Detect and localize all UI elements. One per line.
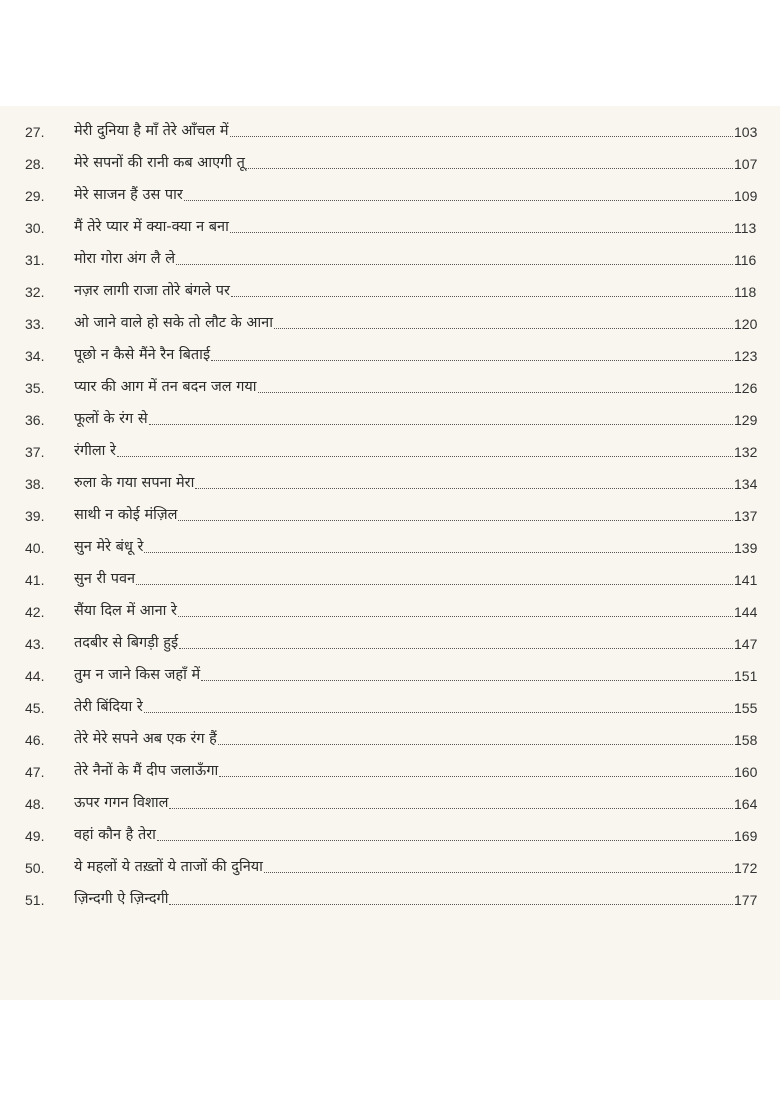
entry-page-number: 116 [734, 252, 757, 268]
dot-leader [231, 296, 733, 297]
dot-leader [179, 648, 733, 649]
entry-page-number: 147 [734, 636, 758, 652]
entry-number: 43. [25, 636, 45, 652]
entry-number: 27. [25, 124, 45, 140]
entry-title: तेरे मेरे सपने अब एक रंग हैं [74, 731, 217, 747]
entry-page-number: 158 [734, 732, 758, 748]
toc-entry [0, 463, 780, 495]
dot-leader [258, 392, 733, 393]
entry-page-number: 177 [734, 892, 758, 908]
entry-title: वहां कौन है तेरा [74, 827, 156, 843]
toc-entry [0, 527, 780, 559]
toc-entry [0, 399, 780, 431]
entry-number: 44. [25, 668, 45, 684]
entry-title: रुला के गया सपना मेरा [74, 475, 195, 491]
entry-page-number: 160 [734, 764, 758, 780]
entry-title: ज़िन्दगी ऐ ज़िन्दगी [74, 891, 169, 907]
entry-page-number: 129 [734, 412, 758, 428]
toc-entry [0, 623, 780, 655]
dot-leader [117, 456, 733, 457]
toc-entry [0, 559, 780, 591]
entry-title: नज़र लागी राजा तोरे बंगले पर [74, 283, 230, 299]
table-of-contents [0, 111, 780, 911]
entry-number: 51. [25, 892, 45, 908]
toc-entry [0, 431, 780, 463]
entry-page-number: 109 [734, 188, 758, 204]
entry-page-number: 118 [734, 284, 757, 300]
entry-title: साथी न कोई मंज़िल [74, 507, 178, 523]
entry-title: रंगीला रे [74, 443, 116, 459]
toc-entry [0, 111, 780, 143]
entry-page-number: 120 [734, 316, 758, 332]
dot-leader [184, 200, 733, 201]
entry-number: 34. [25, 348, 45, 364]
toc-entry [0, 687, 780, 719]
entry-number: 46. [25, 732, 45, 748]
entry-number: 47. [25, 764, 45, 780]
entry-page-number: 123 [734, 348, 758, 364]
entry-page-number: 172 [734, 860, 758, 876]
entry-number: 38. [25, 476, 45, 492]
toc-entry [0, 719, 780, 751]
dot-leader [176, 264, 733, 265]
entry-number: 41. [25, 572, 45, 588]
entry-number: 33. [25, 316, 45, 332]
entry-title: मोरा गोरा अंग लै ले [74, 251, 176, 267]
entry-number: 28. [25, 156, 45, 172]
entry-page-number: 132 [734, 444, 758, 460]
toc-entry [0, 815, 780, 847]
dot-leader [169, 904, 733, 905]
entry-page-number: 155 [734, 700, 758, 716]
dot-leader [219, 776, 733, 777]
entry-title: सैंया दिल में आना रे [74, 603, 177, 619]
dot-leader [136, 584, 733, 585]
entry-number: 37. [25, 444, 45, 460]
toc-entry [0, 367, 780, 399]
entry-number: 42. [25, 604, 45, 620]
entry-title: प्यार की आग में तन बदन जल गया [74, 379, 257, 395]
entry-number: 40. [25, 540, 45, 556]
toc-entry [0, 175, 780, 207]
toc-entry [0, 655, 780, 687]
dot-leader [149, 424, 733, 425]
dot-leader [178, 616, 733, 617]
entry-title: मेरे साजन हैं उस पार [74, 187, 183, 203]
book-page [0, 106, 780, 1000]
toc-entry [0, 751, 780, 783]
entry-number: 45. [25, 700, 45, 716]
dot-leader [144, 712, 733, 713]
entry-title: पूछो न कैसे मैंने रैन बिताई [74, 347, 211, 363]
entry-number: 49. [25, 828, 45, 844]
dot-leader [218, 744, 733, 745]
entry-page-number: 151 [734, 668, 758, 684]
toc-entry [0, 591, 780, 623]
entry-number: 35. [25, 380, 45, 396]
toc-entry [0, 847, 780, 879]
entry-number: 39. [25, 508, 45, 524]
dot-leader [201, 680, 733, 681]
entry-page-number: 103 [734, 124, 758, 140]
toc-entry [0, 303, 780, 335]
entry-number: 36. [25, 412, 45, 428]
dot-leader [195, 488, 733, 489]
dot-leader [211, 360, 733, 361]
toc-entry [0, 143, 780, 175]
dot-leader [264, 872, 733, 873]
toc-entry [0, 239, 780, 271]
entry-page-number: 169 [734, 828, 758, 844]
entry-title: सुन मेरे बंधू रे [74, 539, 144, 555]
entry-title: मैं तेरे प्यार में क्या-क्या न बना [74, 219, 229, 235]
dot-leader [169, 808, 733, 809]
toc-entry [0, 335, 780, 367]
entry-number: 48. [25, 796, 45, 812]
entry-title: फूलों के रंग से [74, 411, 148, 427]
toc-entry [0, 879, 780, 911]
entry-page-number: 107 [734, 156, 758, 172]
entry-number: 29. [25, 188, 45, 204]
toc-entry [0, 207, 780, 239]
entry-page-number: 134 [734, 476, 758, 492]
entry-title: ओ जाने वाले हो सके तो लौट के आना [74, 315, 273, 331]
dot-leader [230, 136, 733, 137]
dot-leader [246, 168, 733, 169]
entry-page-number: 139 [734, 540, 758, 556]
entry-number: 30. [25, 220, 45, 236]
dot-leader [230, 232, 733, 233]
entry-title: तेरी बिंदिया रे [74, 699, 143, 715]
dot-leader [144, 552, 733, 553]
entry-title: सुन री पवन [74, 571, 136, 587]
entry-number: 31. [25, 252, 45, 268]
entry-title: मेरे सपनों की रानी कब आएगी तू [74, 155, 245, 171]
toc-entry [0, 783, 780, 815]
entry-title: ऊपर गगन विशाल [74, 795, 169, 811]
entry-title: ये महलों ये तख़्तों ये ताजों की दुनिया [74, 859, 263, 875]
entry-title: तुम न जाने किस जहाँ में [74, 667, 201, 683]
entry-page-number: 137 [734, 508, 758, 524]
entry-page-number: 113 [734, 220, 757, 236]
entry-title: मेरी दुनिया है माँ तेरे आँचल में [74, 123, 229, 139]
entry-number: 32. [25, 284, 45, 300]
dot-leader [274, 328, 733, 329]
entry-page-number: 126 [734, 380, 758, 396]
dot-leader [178, 520, 733, 521]
entry-page-number: 144 [734, 604, 758, 620]
entry-number: 50. [25, 860, 45, 876]
entry-page-number: 164 [734, 796, 758, 812]
toc-entry [0, 271, 780, 303]
entry-title: तदबीर से बिगड़ी हुई [74, 635, 179, 651]
entry-title: तेरे नैनों के मैं दीप जलाऊँगा [74, 763, 219, 779]
dot-leader [157, 840, 733, 841]
entry-page-number: 141 [734, 572, 758, 588]
toc-entry [0, 495, 780, 527]
